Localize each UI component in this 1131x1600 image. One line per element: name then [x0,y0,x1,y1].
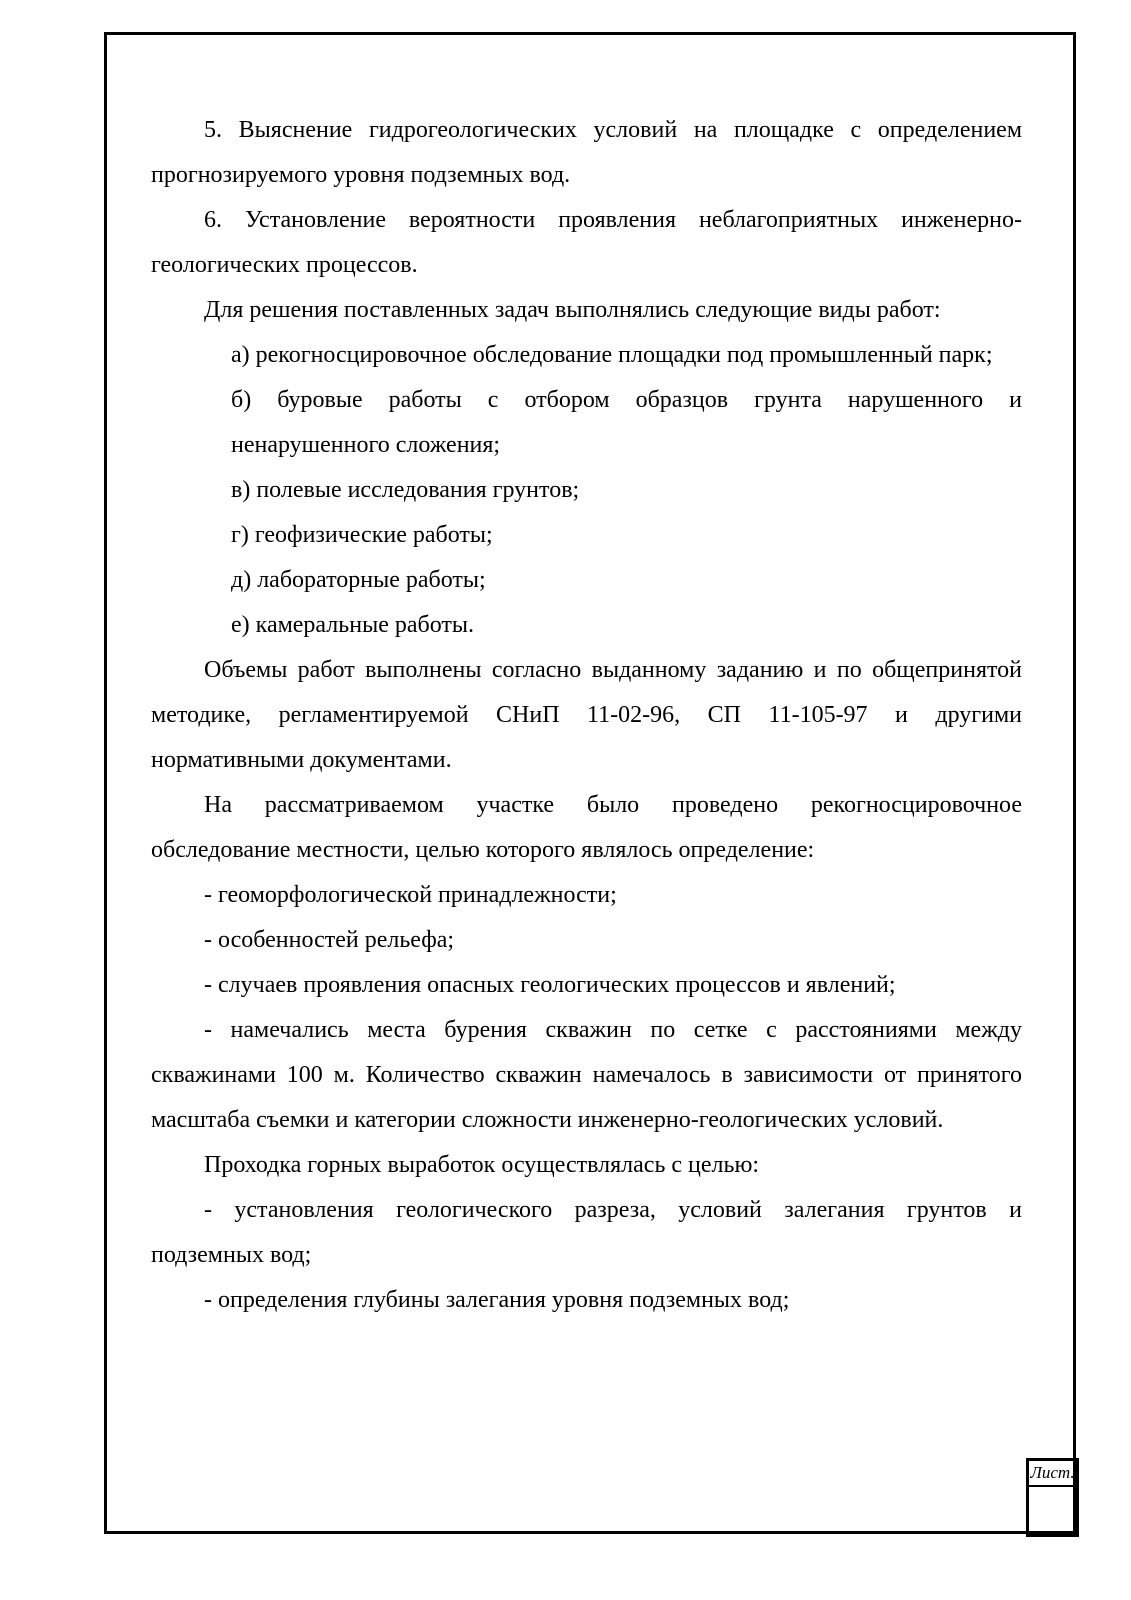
dash-item-recon-4: - намечались места бурения скважин по сетке с расстояниями между скважинами 100 м. Количество скважин намечалось в зависимости от принятого масштаба съемки и категории сложности инженерно-геологических условий. [151,1017,1022,1133]
sheet-label: Лист. [1029,1461,1076,1487]
list-item-e: е) камеральные работы. [231,612,474,638]
paragraph-item-5: 5. Выяснение гидрогеологических условий на площадке с определением прогнозируемого уровня подземных вод. [151,117,1022,188]
list-item-d: д) лабораторные работы; [231,567,486,593]
paragraph-works-intro: Для решения поставленных задач выполнялись следующие виды работ: [204,297,941,323]
document-body [151,108,1022,1323]
dash-item-recon-3: - случаев проявления опасных геологических процессов и явлений; [204,972,896,998]
dash-item-recon-1: - геоморфологической принадлежности; [204,882,617,908]
dash-item-recon-2: - особенностей рельефа; [204,927,455,953]
paragraph-volumes: Объемы работ выполнены согласно выданному заданию и по общепринятой методике, регламентируемой СНиП 11-02-96, СП 11-105-97 и другими нормативными документами. [151,657,1022,773]
dash-item-drilling-1: - установления геологического разреза, условий залегания грунтов и подземных вод; [151,1197,1022,1268]
sheet-number-stamp [1026,1458,1079,1537]
list-item-a: а) рекогносцировочное обследование площадки под промышленный парк; [231,342,993,368]
dash-item-drilling-2: - определения глубины залегания уровня подземных вод; [204,1287,790,1313]
paragraph-recon: На рассматриваемом участке было проведено рекогносцировочное обследование местности, целью которого являлось определение: [151,792,1022,863]
paragraph-drilling: Проходка горных выработок осуществлялась с целью: [204,1152,760,1178]
list-item-b: б) буровые работы с отбором образцов грунта нарушенного и ненарушенного сложения; [231,387,1022,458]
paragraph-item-6: 6. Установление вероятности проявления неблагоприятных инженерно-геологических процессов. [151,207,1022,278]
list-item-v: в) полевые исследования грунтов; [231,477,580,503]
list-item-g: г) геофизические работы; [231,522,493,548]
